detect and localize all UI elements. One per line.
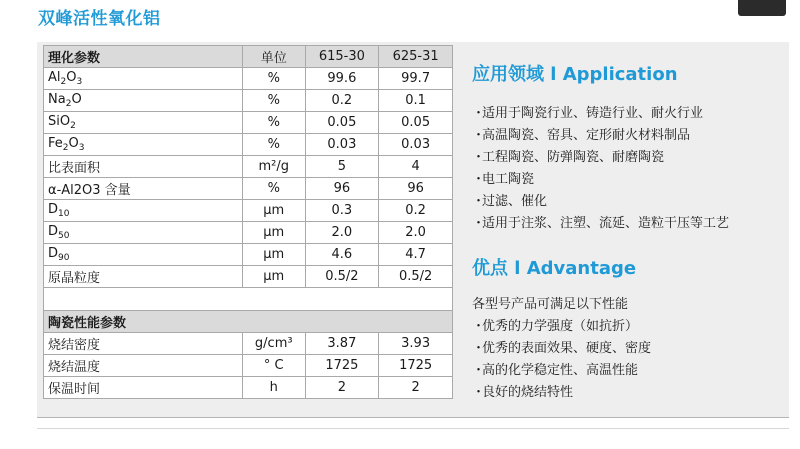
unit-cell: % xyxy=(243,178,306,200)
param-name-cont: O xyxy=(66,70,77,85)
list-item-text: 适用于陶瓷行业、铸造行业、耐火行业 xyxy=(482,106,704,121)
value-625-31: 2 xyxy=(379,377,453,399)
value-615-30: 5 xyxy=(305,156,379,178)
param-name: Na xyxy=(48,92,66,107)
param-cell xyxy=(44,266,243,288)
table-row xyxy=(44,178,453,200)
param-name: 原晶粒度 xyxy=(48,271,101,286)
section-ceramic-title: 陶瓷性能参数 xyxy=(44,311,453,333)
value-615-30: 2 xyxy=(305,377,379,399)
advantage-intro: 各型号产品可满足以下性能 xyxy=(472,297,629,312)
list-item-text: 适用于注浆、注塑、流延、造粒干压等工艺 xyxy=(482,216,730,231)
value-625-31: 0.5/2 xyxy=(379,266,453,288)
list-item-text: 工程陶瓷、防弹陶瓷、耐磨陶瓷 xyxy=(482,150,665,165)
advantage-section xyxy=(472,254,782,404)
bullet-icon: ・ xyxy=(472,385,486,400)
value-615-30: 0.05 xyxy=(305,112,379,134)
table-row xyxy=(44,112,453,134)
table-row xyxy=(44,355,453,377)
table-row xyxy=(44,90,453,112)
param-subscript-2: 3 xyxy=(76,77,83,87)
corner-tab[interactable] xyxy=(738,0,786,16)
param-subscript: 50 xyxy=(58,231,70,241)
value-615-30: 4.6 xyxy=(305,244,379,266)
value-625-31: 4 xyxy=(379,156,453,178)
unit-cell: % xyxy=(243,112,306,134)
application-list xyxy=(472,103,782,235)
value-625-31: 0.03 xyxy=(379,134,453,156)
unit-cell: g/cm³ xyxy=(243,333,306,355)
param-cell xyxy=(44,178,243,200)
param-name: D xyxy=(48,246,59,261)
param-cell xyxy=(44,112,243,134)
header-625-31: 625-31 xyxy=(379,46,453,68)
unit-cell: h xyxy=(243,377,306,399)
list-item-text: 良好的烧结特性 xyxy=(482,385,574,400)
param-cell xyxy=(44,200,243,222)
bullet-icon: ・ xyxy=(472,106,486,121)
bullet-icon: ・ xyxy=(472,319,486,334)
param-subscript: 10 xyxy=(58,209,70,219)
value-615-30: 1725 xyxy=(305,355,379,377)
param-name: Fe xyxy=(48,136,63,151)
param-subscript: 2 xyxy=(65,99,72,109)
list-item-text: 电工陶瓷 xyxy=(482,172,535,187)
param-name: D xyxy=(48,224,59,239)
list-item xyxy=(472,191,782,213)
unit-cell: μm xyxy=(243,244,306,266)
param-name: SiO xyxy=(48,114,71,129)
list-item-text: 高温陶瓷、窑具、定形耐火材料制品 xyxy=(482,128,691,143)
value-615-30: 0.3 xyxy=(305,200,379,222)
param-name: α-Al2O3 含量 xyxy=(48,183,131,198)
list-item xyxy=(472,147,782,169)
list-item xyxy=(472,338,782,360)
unit-cell: m²/g xyxy=(243,156,306,178)
table-row xyxy=(44,134,453,156)
unit-cell: μm xyxy=(243,200,306,222)
list-item xyxy=(472,316,782,338)
param-cell xyxy=(44,222,243,244)
param-subscript: 90 xyxy=(58,253,70,263)
value-615-30: 99.6 xyxy=(305,68,379,90)
value-625-31: 0.1 xyxy=(379,90,453,112)
section-header-row xyxy=(44,311,453,333)
list-item-text: 高的化学稳定性、高温性能 xyxy=(482,363,639,378)
unit-cell: ° C xyxy=(243,355,306,377)
table-header-row xyxy=(44,46,453,68)
table-row xyxy=(44,68,453,90)
bullet-icon: ・ xyxy=(472,128,486,143)
table-row xyxy=(44,200,453,222)
list-item xyxy=(472,125,782,147)
page-title: 双峰活性氧化铝 xyxy=(38,9,161,29)
table-row xyxy=(44,156,453,178)
param-cell: 保温时间 xyxy=(44,377,243,399)
param-subscript-2: 3 xyxy=(78,143,85,153)
value-615-30: 2.0 xyxy=(305,222,379,244)
spacer-row xyxy=(44,288,453,311)
bullet-icon: ・ xyxy=(472,172,486,187)
unit-cell: % xyxy=(243,90,306,112)
list-item xyxy=(472,103,782,125)
value-625-31: 0.2 xyxy=(379,200,453,222)
list-item xyxy=(472,382,782,404)
list-item xyxy=(472,360,782,382)
param-cell: 烧结密度 xyxy=(44,333,243,355)
param-subscript: 2 xyxy=(60,77,67,87)
bullet-icon: ・ xyxy=(472,363,486,378)
header-unit: 单位 xyxy=(243,46,306,68)
header-615-30: 615-30 xyxy=(305,46,379,68)
list-item-text: 优秀的力学强度（如抗折） xyxy=(482,319,639,334)
value-615-30: 0.2 xyxy=(305,90,379,112)
table-row xyxy=(44,377,453,399)
value-625-31: 96 xyxy=(379,178,453,200)
value-625-31: 4.7 xyxy=(379,244,453,266)
list-item xyxy=(472,213,782,235)
advantage-heading: 优点 l Advantage xyxy=(472,258,637,279)
param-cell xyxy=(44,156,243,178)
param-name: 比表面积 xyxy=(48,161,101,176)
list-item xyxy=(472,169,782,191)
value-625-31: 0.05 xyxy=(379,112,453,134)
value-615-30: 3.87 xyxy=(305,333,379,355)
value-625-31: 3.93 xyxy=(379,333,453,355)
spec-table xyxy=(43,45,453,399)
value-615-30: 0.5/2 xyxy=(305,266,379,288)
param-cell xyxy=(44,134,243,156)
value-615-30: 96 xyxy=(305,178,379,200)
param-name-cont: O xyxy=(68,136,79,151)
bullet-icon: ・ xyxy=(472,194,486,209)
param-name: D xyxy=(48,202,59,217)
param-cell xyxy=(44,90,243,112)
advantage-list xyxy=(472,316,782,404)
bullet-icon: ・ xyxy=(472,341,486,356)
divider xyxy=(37,428,789,429)
unit-cell: μm xyxy=(243,222,306,244)
table-row xyxy=(44,244,453,266)
table-row xyxy=(44,222,453,244)
param-cell xyxy=(44,68,243,90)
param-name: Al xyxy=(48,70,61,85)
table-row xyxy=(44,266,453,288)
application-heading: 应用领域 l Application xyxy=(472,64,678,85)
value-625-31: 99.7 xyxy=(379,68,453,90)
unit-cell: % xyxy=(243,134,306,156)
value-625-31: 2.0 xyxy=(379,222,453,244)
value-625-31: 1725 xyxy=(379,355,453,377)
param-cell xyxy=(44,244,243,266)
param-cell: 烧结温度 xyxy=(44,355,243,377)
application-section xyxy=(472,60,782,235)
list-item-text: 过滤、催化 xyxy=(482,194,548,209)
list-item-text: 优秀的表面效果、硬度、密度 xyxy=(482,341,652,356)
header-param: 理化参数 xyxy=(44,46,243,68)
table-row xyxy=(44,333,453,355)
param-name-cont: O xyxy=(71,92,82,107)
unit-cell: % xyxy=(243,68,306,90)
unit-cell: μm xyxy=(243,266,306,288)
bullet-icon: ・ xyxy=(472,150,486,165)
bullet-icon: ・ xyxy=(472,216,486,231)
param-subscript: 2 xyxy=(62,143,69,153)
param-subscript: 2 xyxy=(70,121,76,131)
value-615-30: 0.03 xyxy=(305,134,379,156)
